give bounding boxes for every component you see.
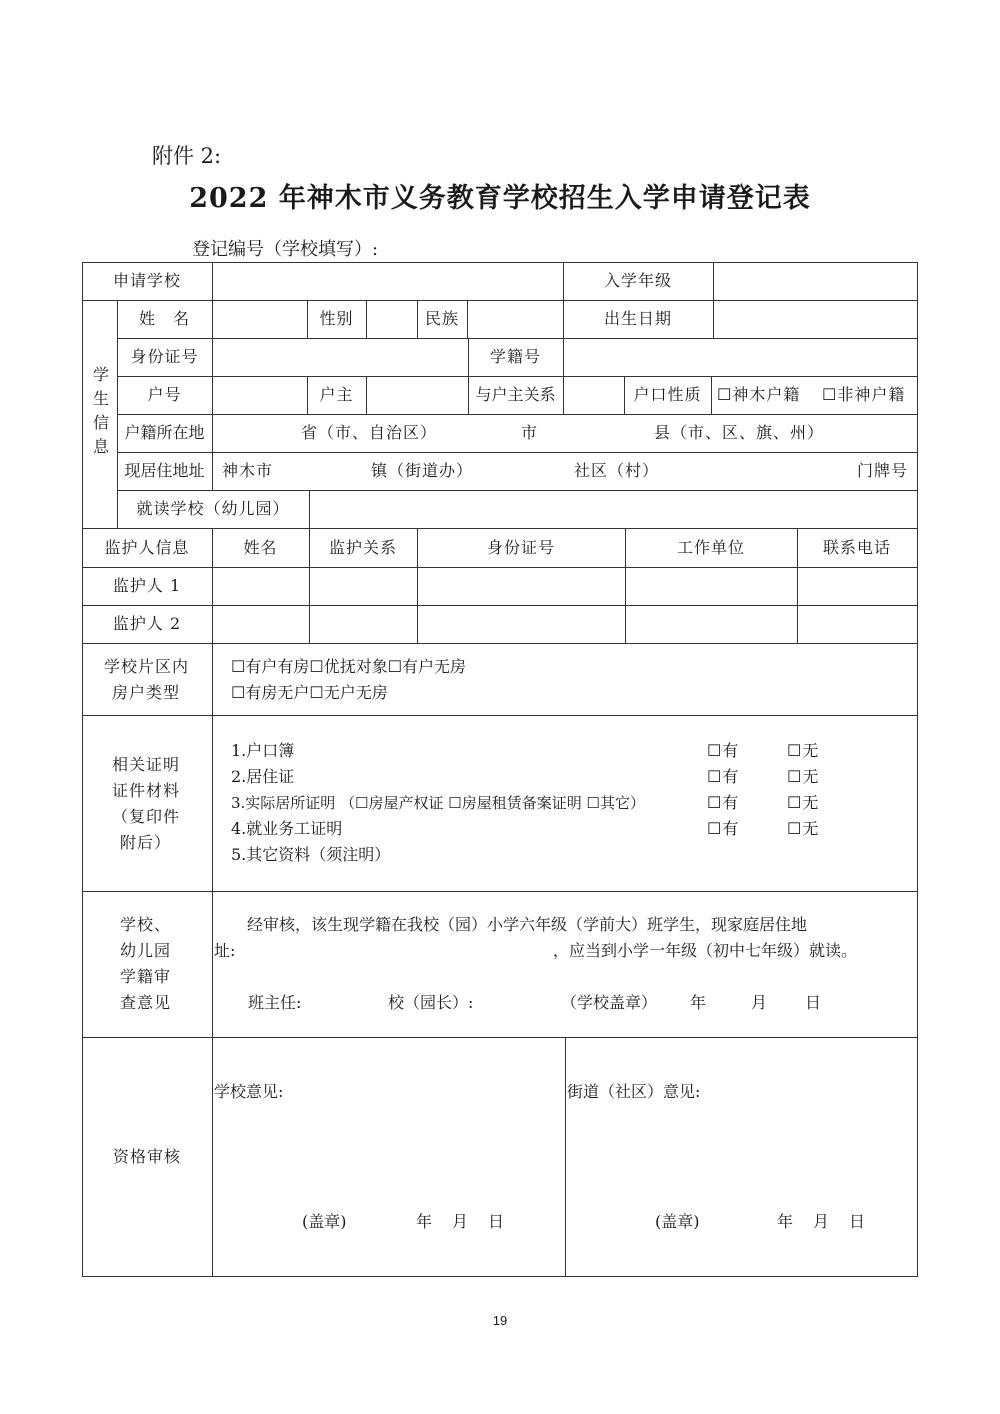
doc-item-hukou-book-no[interactable]: ☐无 [787,741,820,760]
street-day-label: 日 [849,1212,867,1231]
name-field[interactable] [213,301,307,338]
row-divider [117,414,918,415]
guardian-header-info: 监护人信息 [104,537,190,557]
doc-item-hukou-book: 1.户口簿 [231,741,295,760]
review-principal-label: 校（园长）: [388,993,474,1012]
row-divider [82,643,918,644]
doc-item-residence-permit-yes[interactable]: ☐有 [707,767,740,786]
household-no-field[interactable] [213,377,307,414]
guardian-header-name: 姓名 [243,537,278,557]
ethnicity-label: 民族 [424,309,459,328]
street-year-label: 年 [777,1212,795,1231]
grade-label: 入学年级 [603,271,672,290]
address-town-suffix: 镇（街道办） [371,461,474,480]
review-month-label: 月 [751,993,769,1012]
street-month-label: 月 [813,1212,831,1231]
householder-field[interactable] [367,377,468,414]
review-teacher-label: 班主任: [248,993,302,1012]
doc-item-actual-residence: 3.实际居所证明 （☐房屋产权证 ☐房屋租赁备案证明 ☐其它） [231,794,645,812]
guardian-header-phone: 联系电话 [822,537,891,557]
street-opinion-field[interactable] [567,1110,915,1200]
guardian-2-relation-field[interactable] [310,606,417,643]
school-stamp-label: (盖章) [302,1212,347,1231]
docs-label-line3: （复印件 [112,807,181,826]
student-info-label: 学生信息 [90,366,110,462]
apply-school-label: 申请学校 [112,271,181,290]
gender-label: 性别 [319,309,354,328]
hukou-option-shenmu[interactable]: ☐神木户籍 [717,385,801,404]
doc-item-employment-no[interactable]: ☐无 [787,819,820,838]
name-label: 姓 名 [138,309,190,328]
doc-item-employment-yes[interactable]: ☐有 [707,819,740,838]
review-label-line4: 查意见 [120,993,172,1012]
review-address-label: 址: [214,941,236,960]
col-divider [711,376,712,414]
gender-field[interactable] [367,301,417,338]
page-number: 19 [492,1313,508,1328]
row-divider [117,452,918,453]
relation-field[interactable] [564,377,624,414]
doc-item-actual-residence-no[interactable]: ☐无 [787,793,820,812]
student-no-label: 学籍号 [489,347,541,366]
school-opinion-field[interactable] [214,1110,562,1200]
apply-school-field[interactable] [213,263,563,300]
guardian-1-id-field[interactable] [418,568,625,605]
address-door-no-label: 门牌号 [857,461,909,480]
row-divider [82,891,918,892]
table-border-right [917,262,918,1276]
guardian-header-id: 身份证号 [486,537,555,557]
review-statement-line2: ，应当到小学一年级（初中七年级）就读。 [553,941,858,960]
guardian-1-relation-field[interactable] [310,568,417,605]
col-divider [565,1037,566,1276]
docs-label-line2: 证件材料 [112,781,181,800]
guardian-1-label: 监护人 1 [112,576,182,595]
address-city: 神木市 [222,461,274,480]
guardian-header-relation: 监护关系 [328,537,397,557]
guardian-1-phone-field[interactable] [798,568,917,605]
school-opinion-label: 学校意见: [214,1082,284,1101]
guardian-1-name-field[interactable] [213,568,309,605]
doc-item-residence-permit: 2.居住证 [231,767,295,786]
doc-item-other: 5.其它资料（须注明） [231,845,391,864]
page-title: 2022 年神木市义务教育学校招生入学申请登记表 [189,183,811,214]
doc-item-hukou-book-yes[interactable]: ☐有 [707,741,740,760]
doc-item-actual-residence-yes[interactable]: ☐有 [707,793,740,812]
birth-date-label: 出生日期 [603,309,672,328]
docs-label-line1: 相关证明 [112,755,181,774]
col-divider [212,643,213,1276]
hukou-location-label: 户籍所在地 [124,423,205,442]
grade-field[interactable] [714,263,917,300]
student-no-field[interactable] [564,339,917,376]
county-suffix: 县（市、区、旗、州） [654,423,825,442]
address-community-suffix: 社区（村） [574,461,660,480]
review-stamp-label: （学校盖章） [561,993,658,1012]
review-label-line3: 学籍审 [120,967,172,986]
household-no-label: 户号 [147,385,182,404]
housing-label-line1: 学校片区内 [104,657,190,676]
housing-options-line1[interactable]: ☐有户有房☐优抚对象☐有户无房 [231,657,467,676]
review-statement-line1: 经审核，该生现学籍在我校（园）小学六年级（学前大）班学生，现家庭居住地 [247,915,808,934]
review-label-line2: 幼儿园 [120,941,172,960]
id-number-label: 身份证号 [130,347,199,366]
id-number-field[interactable] [213,339,468,376]
guardian-header-employer: 工作单位 [676,537,745,557]
hukou-option-non-shenmu[interactable]: ☐非神户籍 [822,385,906,404]
housing-options-line2[interactable]: ☐有房无户☐无户无房 [231,683,388,702]
address-label: 现居住地址 [124,461,205,480]
street-opinion-label: 街道（社区）意见: [567,1082,701,1101]
qualification-label: 资格审核 [112,1146,181,1166]
guardian-2-phone-field[interactable] [798,606,917,643]
table-border-bottom [82,1276,918,1277]
city-suffix: 市 [521,423,539,442]
hukou-type-label: 户口性质 [633,385,702,404]
guardian-1-employer-field[interactable] [626,568,797,605]
guardian-2-label: 监护人 2 [112,614,182,633]
housing-label-line2: 房户类型 [112,683,181,702]
docs-label-line4: 附后） [120,833,172,852]
review-year-label: 年 [690,993,708,1012]
householder-label: 户主 [319,385,354,404]
doc-item-employment: 4.就业务工证明 [231,819,343,838]
school-day-label: 日 [488,1212,506,1231]
current-school-field[interactable] [310,491,917,528]
registration-no-label: 登记编号（学校填写）: [192,239,379,260]
relation-label: 与户主关系 [475,385,556,404]
school-year-label: 年 [416,1212,434,1231]
ethnicity-field[interactable] [468,301,563,338]
review-day-label: 日 [805,993,823,1012]
review-address-field[interactable] [240,939,550,963]
guardian-2-employer-field[interactable] [626,606,797,643]
guardian-2-id-field[interactable] [418,606,625,643]
review-label-line1: 学校、 [120,915,172,934]
current-school-label: 就读学校（幼儿园） [136,499,290,518]
doc-item-residence-permit-no[interactable]: ☐无 [787,767,820,786]
guardian-2-name-field[interactable] [213,606,309,643]
street-stamp-label: (盖章) [655,1212,700,1231]
birth-date-field[interactable] [714,301,917,338]
attachment-label: 附件 2: [152,144,222,168]
school-month-label: 月 [452,1212,470,1231]
row-divider [82,715,918,716]
province-suffix: 省（市、自治区） [301,423,438,442]
